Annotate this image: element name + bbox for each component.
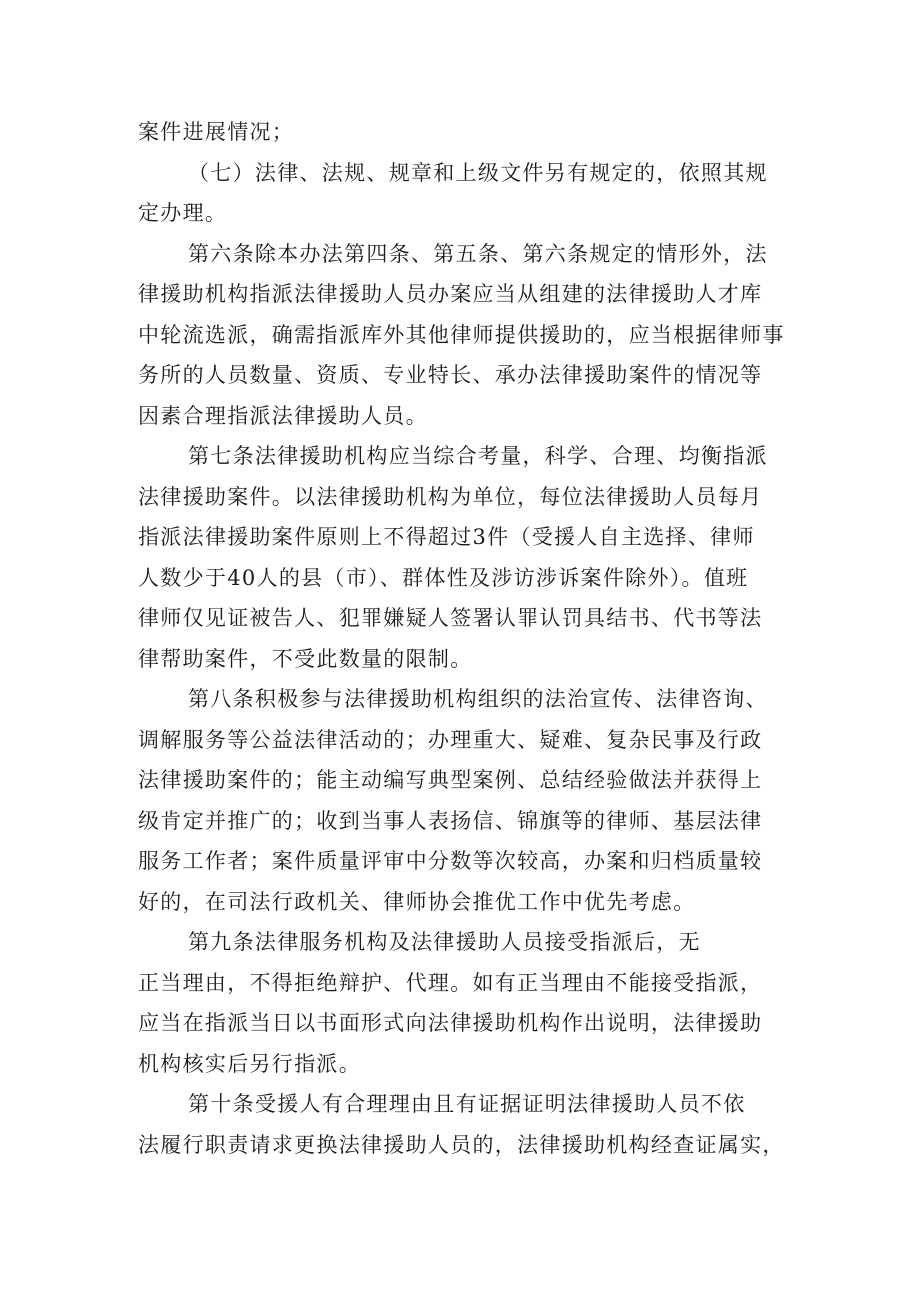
text-line: 好的，在司法行政机关、律师协会推优工作中优先考虑。 xyxy=(138,889,696,914)
text-line: 正当理由，不得拒绝辩护、代理。如有正当理由不能接受指派， xyxy=(138,970,763,995)
text-line: 第八条积极参与法律援助机构组织的法治宣传、法律咨询、 xyxy=(188,687,768,711)
text-line: 法律援助案件。以法律援助机构为单位，每位法律援助人员每月 xyxy=(138,484,763,509)
text-line: 第六条除本办法第四条、第五条、第六条规定的情形外，法 xyxy=(188,241,768,266)
text-line: 律师仅见证被告人、犯罪嫌疑人签署认罪认罚具结书、代书等法 xyxy=(138,606,763,630)
text-line: 因素合理指派法律援助人员。 xyxy=(138,403,428,428)
text-line: 机构核实后另行指派。 xyxy=(138,1051,361,1076)
text-line: （七）法律、法规、规章和上级文件另有规定的，依照其规 xyxy=(188,160,768,185)
text-line: 服务工作者；案件质量评审中分数等次较高，办案和归档质量较 xyxy=(138,849,763,873)
text-line: 定办理。 xyxy=(138,201,228,225)
document-body xyxy=(138,112,798,1165)
text-line: 应当在指派当日以书面形式向法律援助机构作出说明，法律援助 xyxy=(138,1011,763,1035)
text-line: 第十条受援人有合理理由且有证据证明法律援助人员不依 xyxy=(188,1092,746,1116)
text-line: 第九条法律服务机构及法律援助人员接受指派后，无 xyxy=(188,930,701,954)
text-line: 中轮流选派，确需指派库外其他律师提供援助的，应当根据律师事 xyxy=(138,322,785,347)
text-line: 人数少于40人的县（市）、群体性及涉访涉诉案件除外）。值班 xyxy=(138,565,749,590)
text-line: 指派法律援助案件原则上不得超过3件（受援人自主选择、律师 xyxy=(138,525,755,549)
text-line: 第七条法律援助机构应当综合考量，科学、合理、均衡指派 xyxy=(188,444,768,468)
text-line: 律帮助案件，不受此数量的限制。 xyxy=(138,646,473,671)
text-line: 律援助机构指派法律援助人员办案应当从组建的法律援助人才库 xyxy=(138,282,763,306)
text-line: 案件进展情况； xyxy=(138,120,295,144)
text-line: 法律援助案件的；能主动编写典型案例、总结经验做法并获得上 xyxy=(138,768,763,792)
text-line: 调解服务等公益法律活动的；办理重大、疑难、复杂民事及行政 xyxy=(138,727,763,752)
text-line: 法履行职责请求更换法律援助人员的，法律援助机构经查证属实， xyxy=(138,1132,785,1157)
text-line: 务所的人员数量、资质、专业特长、承办法律援助案件的情况等 xyxy=(138,363,763,387)
text-line: 级肯定并推广的；收到当事人表扬信、锦旗等的律师、基层法律 xyxy=(138,808,763,833)
